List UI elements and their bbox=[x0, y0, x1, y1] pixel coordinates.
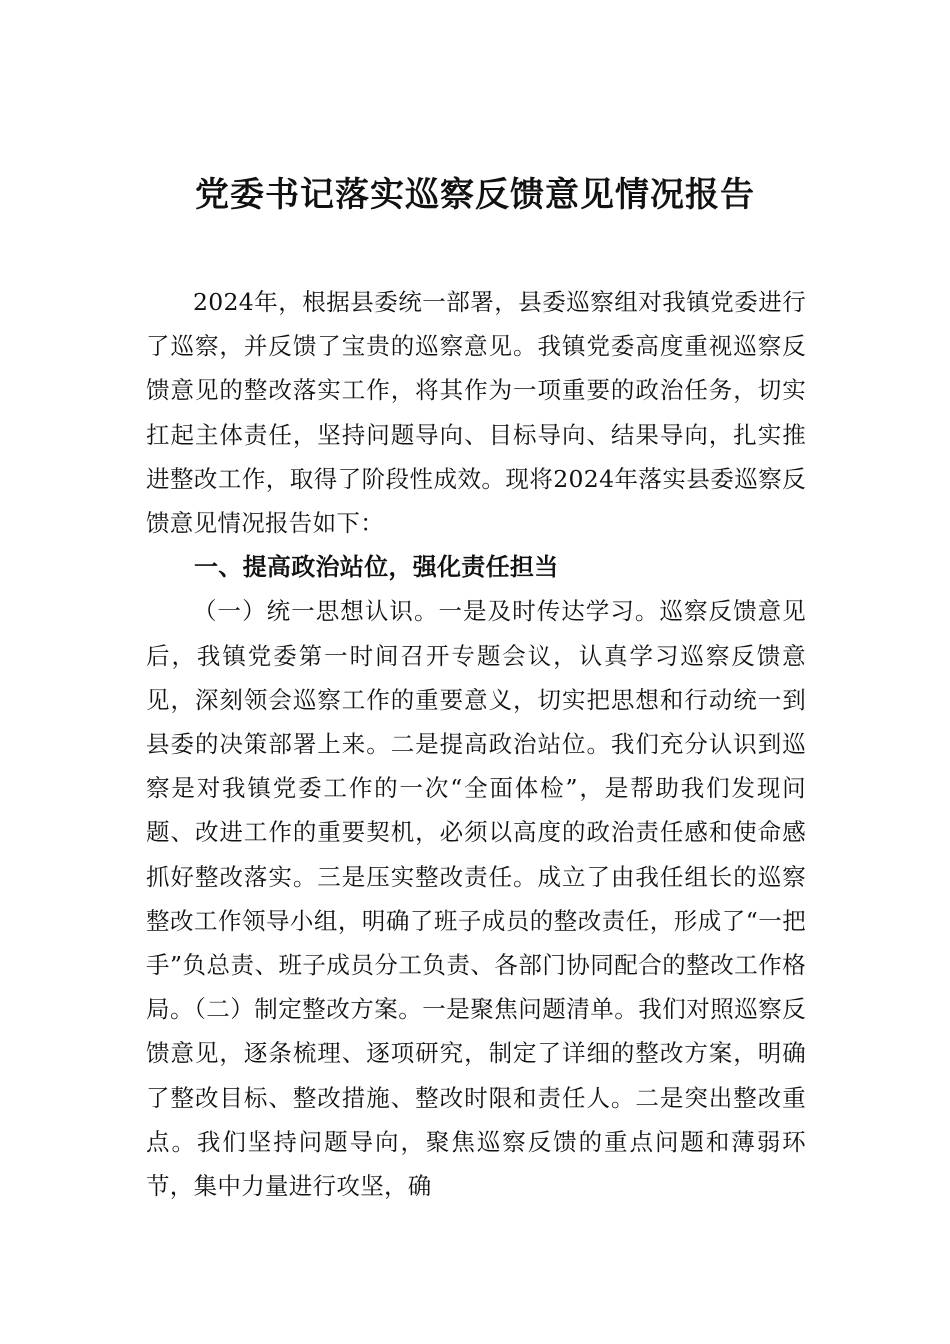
section-paragraph: （一）统一思想认识。一是及时传达学习。巡察反馈意见后，我镇党委第一时间召开专题会议，认真学习巡察反馈意见，深刻领会巡察工作的重要意义，切实把思想和行动统一到县委的决策部署上来。二是提高政治站位。我们充分认识到巡察是对我镇党委工作的一次“全面体检”，是帮助我们发现问题、改进工作的重要契机，必须以高度的政治责任感和使命感抓好整改落实。三是压实整改责任。成立了由我任组长的巡察整改工作领导小组，明确了班子成员的整改责任，形成了“一把手”负总责、班子成员分工负责、各部门协同配合的整改工作格局。（二）制定整改方案。一是聚焦问题清单。我们对照巡察反馈意见，逐条梳理、逐项研究，制定了详细的整改方案，明确了整改目标、整改措施、整改时限和责任人。二是突出整改重点。我们坚持问题导向，聚焦巡察反馈的重点问题和薄弱环节，集中力量进行攻坚，确 bbox=[146, 597, 806, 1201]
document-title: 党委书记落实巡察反馈意见情况报告 bbox=[195, 175, 755, 215]
intro-paragraph: 2024年，根据县委统一部署，县委巡察组对我镇党委进行了巡察，并反馈了宝贵的巡察意见。我镇党委高度重视巡察反馈意见的整改落实工作，将其作为一项重要的政治任务，切实扛起主体责任，坚持问题导向、目标导向、结果导向，扎实推进整改工作，取得了阶段性成效。现将2024年落实县委巡察反馈意见情况报告如下： bbox=[146, 288, 806, 538]
section-heading: 一、提高政治站位，强化责任担当 bbox=[194, 553, 559, 582]
document-body bbox=[146, 280, 806, 1208]
